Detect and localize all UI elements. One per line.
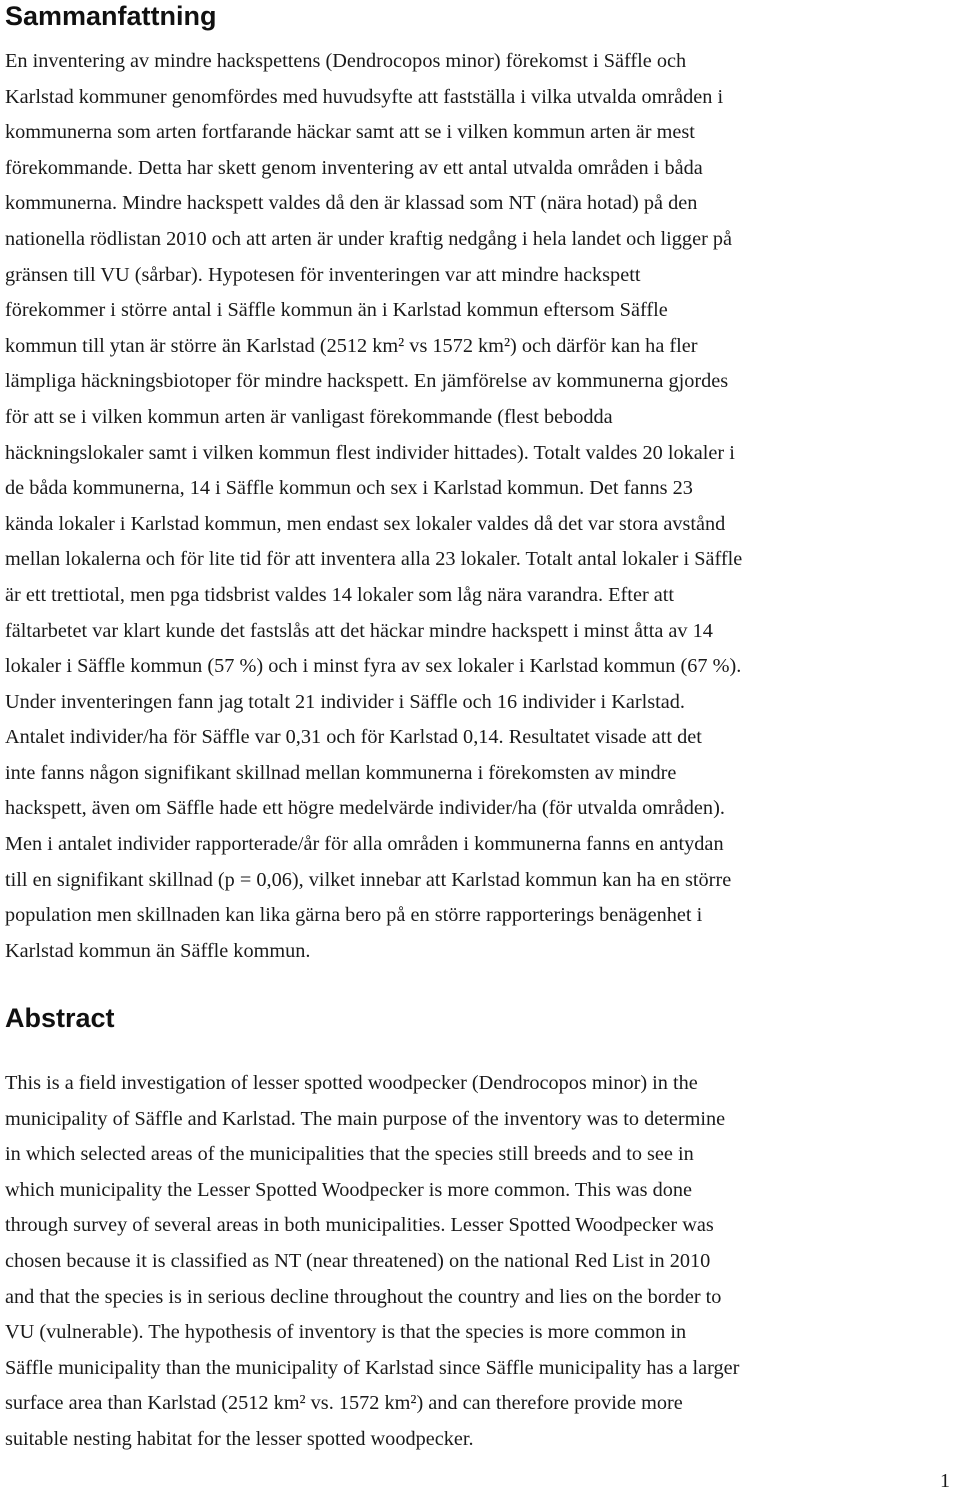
paragraph-line: kommun till ytan är större än Karlstad (2512 km² vs 1572 km²) och därför kan ha fler — [5, 334, 698, 357]
paragraph-line: förekommande. Detta har skett genom inventering av ett antal utvalda områden i båda — [5, 156, 703, 179]
abstract-heading: Abstract — [5, 1003, 115, 1033]
paragraph-line: En inventering av mindre hackspettens (Dendrocopos minor) förekomst i Säffle och — [5, 50, 687, 72]
paragraph-line: Under inventeringen fann jag totalt 21 individer i Säffle och 16 individer i Karlstad. — [5, 690, 685, 713]
page-number: 1 — [940, 1470, 950, 1492]
paragraph-line: inte fanns någon signifikant skillnad mellan kommunerna i förekomsten av mindre — [5, 761, 677, 784]
paragraph-line: till en signifikant skillnad (p = 0,06), vilket innebar att Karlstad kommun kan ha en större — [5, 868, 732, 891]
paragraph-line: förekommer i större antal i Säffle kommun än i Karlstad kommun eftersom Säffle — [5, 299, 668, 322]
paragraph-line: häckningslokaler samt i vilken kommun flest individer hittades). Totalt valdes 20 lokaler i — [5, 441, 735, 464]
paragraph-line: Karlstad kommun än Säffle kommun. — [5, 939, 311, 962]
paragraph-line: kända lokaler i Karlstad kommun, men endast sex lokaler valdes då det var stora avstånd — [5, 512, 726, 535]
paragraph-line: nationella rödlistan 2010 och att arten är under kraftig nedgång i hela landet och ligger på — [5, 227, 733, 250]
paragraph-line: VU (vulnerable). The hypothesis of inventory is that the species is more common in — [5, 1321, 687, 1344]
sammanfattning-heading: Sammanfattning — [5, 1, 217, 31]
paragraph-line: and that the species is in serious decline throughout the country and lies on the border to — [5, 1285, 722, 1308]
paragraph-line: This is a field investigation of lesser spotted woodpecker (Dendrocopos minor) in the — [5, 1072, 698, 1094]
paragraph-line: Men i antalet individer rapporterade/år för alla områden i kommunerna fanns en antydan — [5, 833, 724, 856]
paragraph-line: mellan lokalerna och för lite tid för att inventera alla 23 lokaler. Totalt antal lokaler i Säffle — [5, 548, 743, 571]
paragraph-line: Säffle municipality than the municipality of Karlstad since Säffle municipality has a larger — [5, 1356, 740, 1379]
paragraph-line: Karlstad kommuner genomfördes med huvudsyfte att fastställa i vilka utvalda områden i — [5, 85, 724, 108]
paragraph-line: fältarbetet var klart kunde det fastslås att det häckar mindre hackspett i minst åtta av 14 — [5, 619, 713, 642]
abstract-paragraph — [5, 1066, 955, 1458]
paragraph-line: lokaler i Säffle kommun (57 %) och i minst fyra av sex lokaler i Karlstad kommun (67 %). — [5, 655, 742, 678]
paragraph-line: municipality of Säffle and Karlstad. The main purpose of the inventory was to determine — [5, 1107, 726, 1130]
paragraph-line: de båda kommunerna, 14 i Säffle kommun och sex i Karlstad kommun. Det fanns 23 — [5, 477, 693, 500]
paragraph-line: population men skillnaden kan lika gärna bero på en större rapporterings benägenhet i — [5, 904, 703, 927]
paragraph-line: gränsen till VU (sårbar). Hypotesen för inventeringen var att mindre hackspett — [5, 263, 641, 286]
paragraph-line: för att se i vilken kommun arten är vanligast förekommande (flest bebodda — [5, 405, 613, 428]
paragraph-line: är ett trettiotal, men pga tidsbrist valdes 14 lokaler som låg nära varandra. Efter att — [5, 583, 675, 606]
paragraph-line: lämpliga häckningsbiotoper för mindre hackspett. En jämförelse av kommunerna gjordes — [5, 370, 729, 393]
paragraph-line: surface area than Karlstad (2512 km² vs. 1572 km²) and can therefore provide more — [5, 1392, 683, 1415]
sammanfattning-paragraph — [5, 44, 955, 969]
paragraph-line: suitable nesting habitat for the lesser spotted woodpecker. — [5, 1427, 474, 1450]
paragraph-line: in which selected areas of the municipalities that the species still breeds and to see in — [5, 1143, 694, 1166]
paragraph-line: kommunerna. Mindre hackspett valdes då den är klassad som NT (nära hotad) på den — [5, 192, 698, 215]
paragraph-line: kommunerna som arten fortfarande häckar samt att se i vilken kommun arten är mest — [5, 121, 695, 144]
paragraph-line: which municipality the Lesser Spotted Woodpecker is more common. This was done — [5, 1178, 693, 1201]
paragraph-line: Antalet individer/ha för Säffle var 0,31 och för Karlstad 0,14. Resultatet visade att det — [5, 726, 702, 749]
paragraph-line: through survey of several areas in both municipalities. Lesser Spotted Woodpecker was — [5, 1214, 714, 1237]
paragraph-line: hackspett, även om Säffle hade ett högre medelvärde individer/ha (för utvalda områden). — [5, 797, 725, 820]
paragraph-line: chosen because it is classified as NT (near threatened) on the national Red List in 2010 — [5, 1249, 711, 1272]
